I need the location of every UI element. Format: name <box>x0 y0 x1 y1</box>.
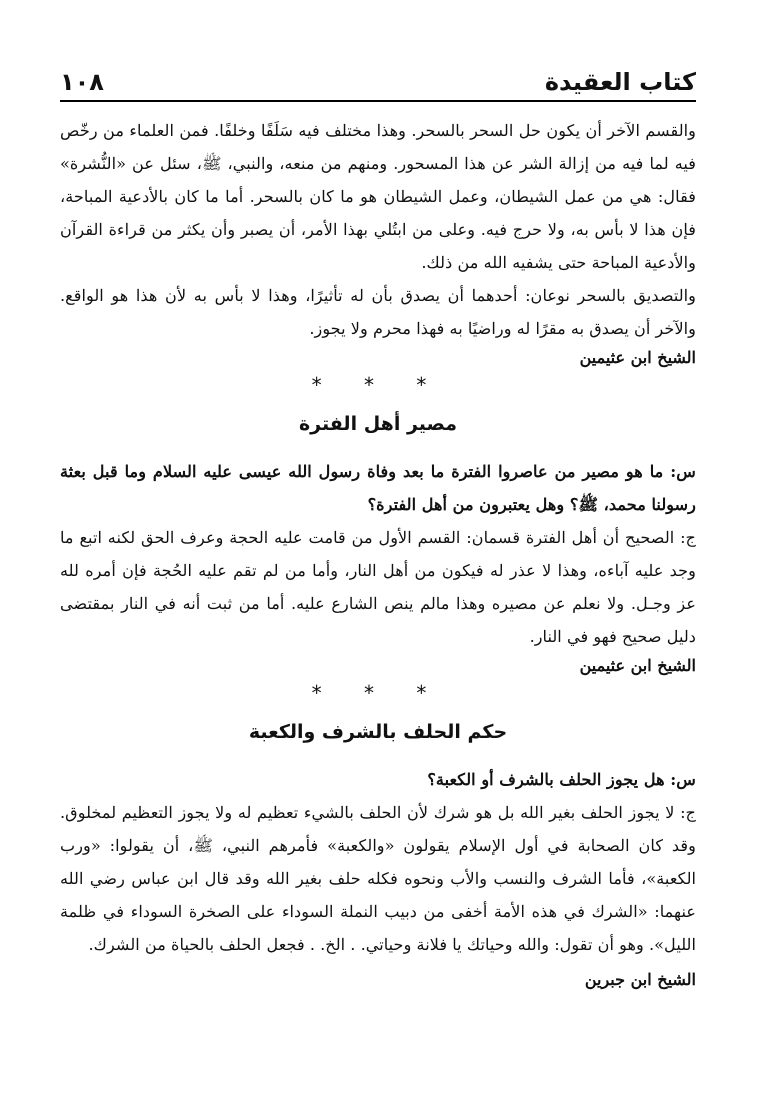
separator-stars-2: * * * <box>311 681 445 705</box>
separator-stars-1: * * * <box>311 373 445 397</box>
book-title: كتاب العقيدة <box>544 68 696 96</box>
paragraph-sihr-belief: والتصديق بالسحر نوعان: أحدهما أن يصدق بأن له تأثيرًا، وهذا لا بأس به لأن هذا هو الواقع. والآخر أن يصدق به مقرًا له وراضيًا به فهذا محرم ولا يجوز. <box>60 286 696 338</box>
page <box>60 62 696 993</box>
heading-ahl-alfatra: مصير أهل الفترة <box>298 413 458 435</box>
signature-ibn-uthaymin-2: الشيخ ابن عثيمين <box>579 656 696 675</box>
page-header <box>60 62 696 102</box>
signature-ibn-uthaymin-1: الشيخ ابن عثيمين <box>579 348 696 367</box>
answer-ahl-alfatra: ج: الصحيح أن أهل الفترة قسمان: القسم الأول من قامت عليه الحجة وعرف الحق لكنه اتبع ما وجد عليه آباءه، وهذا لا عذر له فيكون من أهل النار، وأما من لم تقم عليه الحُجة فإن أمره لله عز وجـل. ولا نعلم عن مصيره وهذا مالم ينص الشارع عليه. أما من ثبت أنه في النار بمقتضى دليل صحيح فهو في النار. <box>60 528 696 646</box>
question-oath: س: هل يجوز الحلف بالشرف أو الكعبة؟ <box>427 770 696 789</box>
answer-oath: ج: لا يجوز الحلف بغير الله بل هو شرك لأن الحلف بالشيء تعظيم له ولا يجوز التعظيم لمخلوق. وقد كان الصحابة في أول الإسلام يقولون «والكعبة» فأمرهم النبي، ﷺ، أن يقولوا: «ورب الكعبة»، فأما الشرف والنسب والأب ونحوه فكله حلف بغير الله وقد قال ابن عباس رضي الله عنهما: «الشرك في هذه الأمة أخفى من دبيب النملة السوداء على الصخرة السوداء في ظلمة الليل». وهو أن تقول: والله وحياتك يا فلانة وحياتي. . الخ. . فجعل الحلف بالحياة من الشرك. <box>60 803 696 954</box>
paragraph-sihr-cure: والقسم الآخر أن يكون حل السحر بالسحر. وهذا مختلف فيه سَلَفًا وخلفًا. فمن العلماء من رخّص فيه لما فيه من إزالة الشر عن هذا المسحور. ومنهم من منعه، والنبي، ﷺ، سئل عن «النُّشرة» فقال: هي من عمل الشيطان، وعمل الشيطان هو ما كان بالسحر. أما ما كان بالأدعية المباحة، فإن هذا لا بأس به، ولا حرج فيه. وعلى من ابتُلي بهذا الأمر، أن يصبر وأن يكثر من قراءة القرآن والأدعية المباحة حتى يشفيه الله من ذلك. <box>60 121 696 272</box>
page-number: ١٠٨ <box>60 68 104 96</box>
question-ahl-alfatra: س: ما هو مصير من عاصروا الفترة ما بعد وفاة رسول الله عيسى عليه السلام وما قبل بعثة رسولنا محمد، ﷺ؟ وهل يعتبرون من أهل الفترة؟ <box>60 462 696 514</box>
signature-ibn-jibrin: الشيخ ابن جبرين <box>584 970 696 989</box>
heading-oath-honor-kaaba: حكم الحلف بالشرف والكعبة <box>248 721 508 743</box>
